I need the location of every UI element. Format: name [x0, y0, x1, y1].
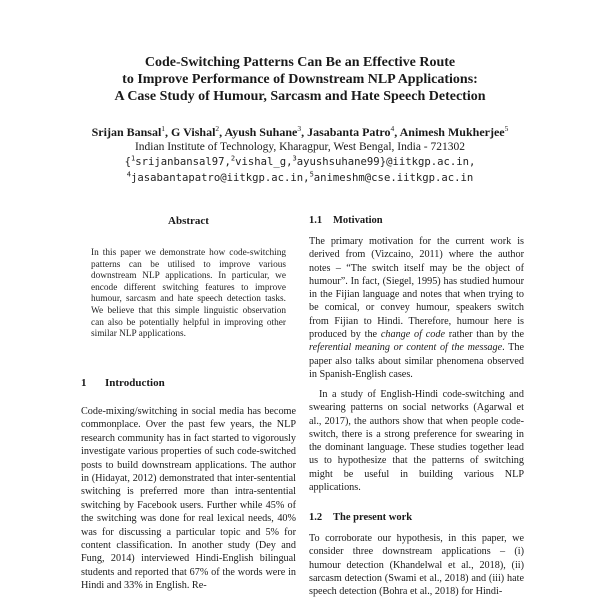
- email-address: jasabantapatro@iitkgp.ac.in,: [130, 172, 310, 184]
- email-sup: 5: [309, 170, 314, 179]
- subsection-number: 1.2: [309, 512, 323, 523]
- email-sup: 1: [131, 154, 136, 163]
- author-sup: 5: [504, 124, 509, 133]
- email-address: animeshm@cse.iitkgp.ac.in: [313, 172, 474, 184]
- author-sup: 3: [297, 124, 302, 133]
- email-line: [0, 170, 600, 186]
- title-line: to Improve Performance of Downstream NLP Applications:: [122, 72, 478, 87]
- email-line: [0, 154, 600, 170]
- abstract-heading: Abstract: [168, 215, 209, 227]
- title-line: A Case Study of Humour, Sarcasm and Hate Speech Detection: [114, 89, 486, 104]
- author-sup: 1: [161, 124, 166, 133]
- emphasis: change of code: [380, 329, 445, 341]
- introduction-text: Code-mixing/switching in social media has become commonplace. Over the past few years, the NLP research community has in fact started to vigorously investigate various properties of such code-switched posts to build downstream applications. The author in (Hidayat, 2012) demonstrated that inter-sentential switching is preferred more than intra-sentential switching by Facebook users. Further while 45% of the switching was done for real lexical needs, 40% was for discussing a particular topic and 5% for content classification. In another study (Dey and Fung, 2014) interviewed Hindi-English bilingual students and reported that 67% of the words were in Hindi and 33% in English. Re-: [81, 406, 296, 592]
- motivation-paragraph: In a study of English-Hindi code-switching and swearing patterns on social networks (Agarwal et al., 2017), the authors show that when people code-switch, there is a strong preference for swearing in the dominant language. These studies together lead us to hypothesize that the patterns of switching might be useful in building various NLP applications.: [309, 389, 524, 494]
- email-sup: 4: [126, 170, 131, 179]
- author-name: Srijan Bansal: [91, 125, 162, 139]
- email-domain: }@iitkgp.ac.in,: [379, 156, 476, 168]
- text-run: The primary motivation for the current work is derived from (Vizcaino, 2011) where the author notes – “The switch itself may be the object of humour”. In fact, (Siegel, 1995) has studied humour in the Fijian language and notes that when trying to be comical, or convey humour, speakers switch from Fijian to Hindi. Therefore, humour here is produced by the: [309, 236, 524, 341]
- author-name: Jasabanta Patro: [307, 125, 391, 139]
- abstract-text: In this paper we demonstrate how code-switching patterns can be utilised to improve various downstream NLP applications. In particular, we encode different switching features to improve humour, sarcasm and hate speech detection tasks. We believe that this simple linguistic observation can also be potentially helpful in improving other similar NLP applications.: [91, 248, 286, 340]
- motivation-paragraph: [309, 235, 524, 381]
- title-line: Code-Switching Patterns Can Be an Effective Route: [144, 55, 456, 70]
- paper-title: [0, 54, 600, 105]
- emphasis: referential meaning or content of the message: [309, 342, 503, 354]
- subsection-title: Motivation: [333, 215, 383, 226]
- author-name: G Vishal: [171, 125, 216, 139]
- email-user: vishal_g,: [235, 156, 293, 168]
- text-run: rather than by the: [444, 329, 524, 341]
- present-work-text: To corroborate our hypothesis, in this paper, we consider three downstream applications – (i) humour detection (Khandelwal et al., 2018), (ii) sarcasm detection (Swami et al., 2018) and (iii) hate speech detection (Bohra et al., 2018) for Hindi-: [309, 533, 524, 598]
- email-user: ayushsuhane99: [296, 156, 380, 168]
- email-brace: {: [124, 156, 132, 168]
- author-list: Srijan Bansal$^1$, G Vishal$^2$, Ayush Suhane$^3$, Jasabanta Patro$^4$, Animesh Mukherjee$^5$: [91, 124, 509, 139]
- author-sup: 4: [390, 124, 395, 133]
- subsection-heading: [309, 512, 412, 523]
- section-heading: [81, 377, 165, 389]
- subsection-heading: [309, 215, 383, 226]
- author-name: Animesh Mukherjee: [399, 125, 505, 139]
- section-title: Introduction: [105, 377, 165, 389]
- email-user: srijanbansal97,: [135, 156, 231, 168]
- author-sup: 2: [215, 124, 220, 133]
- subsection-title: The present work: [333, 512, 413, 523]
- affiliation: Indian Institute of Technology, Kharagpur, West Bengal, India - 721302: [134, 141, 466, 153]
- email-sup: 2: [230, 154, 236, 163]
- text-run: . The paper also talks about similar phenomena observed in Spanish-English cases.: [309, 342, 525, 380]
- section-number: 1: [81, 377, 87, 389]
- author-name: Ayush Suhane: [224, 125, 298, 139]
- subsection-number: 1.1: [309, 215, 323, 226]
- email-sup: 3: [292, 154, 297, 163]
- email-block: [0, 154, 600, 186]
